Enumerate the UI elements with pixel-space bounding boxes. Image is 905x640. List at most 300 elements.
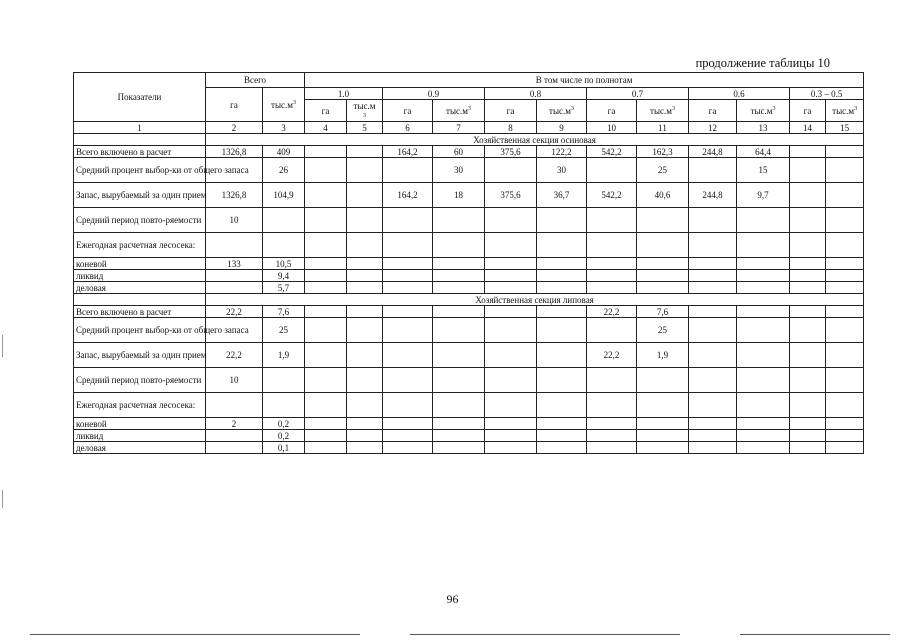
column-number-cell: 10 xyxy=(587,122,637,134)
table-cell xyxy=(206,430,263,442)
table-cell xyxy=(826,430,864,442)
table-cell xyxy=(637,418,689,430)
table-cell: 22,2 xyxy=(206,306,263,318)
table-cell xyxy=(826,418,864,430)
table-cell xyxy=(587,430,637,442)
table-cell xyxy=(485,430,537,442)
table-cell: 25 xyxy=(637,158,689,183)
table-cell xyxy=(485,158,537,183)
table-cell xyxy=(689,258,737,270)
table-cell: 36,7 xyxy=(537,183,587,208)
table-cell xyxy=(433,442,485,454)
table-cell xyxy=(537,282,587,294)
table-cell xyxy=(206,442,263,454)
table-cell: 133 xyxy=(206,258,263,270)
table-cell xyxy=(305,306,347,318)
table-cell: 0,2 xyxy=(263,430,305,442)
table-cell xyxy=(587,318,637,343)
table-cell xyxy=(587,393,637,418)
table-cell xyxy=(433,343,485,368)
density-0-7-header: 0.7 xyxy=(587,88,689,100)
table-cell: 164,2 xyxy=(383,183,433,208)
table-cell xyxy=(826,282,864,294)
table-cell: 122,2 xyxy=(537,146,587,158)
by-density-header: В том числе по полнотам xyxy=(305,73,864,88)
table-cell xyxy=(689,318,737,343)
table-cell xyxy=(790,430,826,442)
table-cell: 30 xyxy=(537,158,587,183)
table-cell xyxy=(347,368,383,393)
table-cell xyxy=(637,368,689,393)
unit-ga-header: га xyxy=(383,100,433,122)
table-cell xyxy=(689,208,737,233)
column-number-cell: 6 xyxy=(383,122,433,134)
unit-tys-header: $тыс.м^3$ xyxy=(637,100,689,122)
table-row xyxy=(74,233,864,258)
table-cell xyxy=(537,442,587,454)
row-label: коневой xyxy=(74,258,206,270)
row-label: Запас, вырубаемый за один прием xyxy=(74,343,206,368)
table-cell xyxy=(790,146,826,158)
table-cell: 542,2 xyxy=(587,146,637,158)
table-cell xyxy=(305,208,347,233)
column-number-cell: 4 xyxy=(305,122,347,134)
table-cell xyxy=(637,233,689,258)
row-label: Всего включено в расчет xyxy=(74,306,206,318)
row-label: деловая xyxy=(74,282,206,294)
table-cell: 7,6 xyxy=(263,306,305,318)
unit-ga-header: га xyxy=(485,100,537,122)
table-cell: 22,2 xyxy=(587,306,637,318)
table-cell xyxy=(347,442,383,454)
table-continuation-label: продолжение таблицы 10 xyxy=(695,56,830,70)
table-cell xyxy=(383,270,433,282)
section-title: Хозяйственная секция осиновая xyxy=(206,134,864,146)
table-cell xyxy=(587,233,637,258)
table-cell xyxy=(383,233,433,258)
table-cell xyxy=(433,233,485,258)
table-cell xyxy=(587,258,637,270)
column-number-cell: 8 xyxy=(485,122,537,134)
table-cell xyxy=(790,282,826,294)
table-cell: 375,6 xyxy=(485,183,537,208)
table-cell xyxy=(826,368,864,393)
table-cell: 244,8 xyxy=(689,183,737,208)
table-cell xyxy=(737,343,790,368)
table-cell xyxy=(347,306,383,318)
table-cell xyxy=(637,393,689,418)
table-cell: 18 xyxy=(433,183,485,208)
table-cell: 0,2 xyxy=(263,418,305,430)
table-cell xyxy=(826,158,864,183)
row-label: коневой xyxy=(74,418,206,430)
table-cell xyxy=(790,442,826,454)
table-row xyxy=(74,368,864,393)
table-cell: 375,6 xyxy=(485,146,537,158)
table-cell xyxy=(433,368,485,393)
total-ga-header: га xyxy=(206,88,263,122)
row-label: Ежегодная расчетная лесосека: xyxy=(74,233,206,258)
column-number-cell: 14 xyxy=(790,122,826,134)
unit-ga-header: га xyxy=(587,100,637,122)
unit-tys-header: $тыс.м^3$ xyxy=(737,100,790,122)
table-cell xyxy=(737,393,790,418)
table-cell xyxy=(433,270,485,282)
table-cell xyxy=(737,270,790,282)
table-cell xyxy=(206,282,263,294)
table-cell xyxy=(826,343,864,368)
table-cell xyxy=(485,318,537,343)
row-label: Всего включено в расчет xyxy=(74,146,206,158)
bottom-scan-rule xyxy=(410,634,680,635)
table-cell: 10,5 xyxy=(263,258,305,270)
unit-ga-header: га xyxy=(790,100,826,122)
table-cell xyxy=(737,258,790,270)
table-cell xyxy=(347,158,383,183)
table-row xyxy=(74,430,864,442)
column-number-cell: 13 xyxy=(737,122,790,134)
section-title-row xyxy=(74,134,864,146)
table-row xyxy=(74,418,864,430)
column-number-cell: 5 xyxy=(347,122,383,134)
table-cell xyxy=(637,282,689,294)
row-label: Средний процент выбор-ки от общего запаса xyxy=(74,158,206,183)
table-cell: 409 xyxy=(263,146,305,158)
table-cell xyxy=(790,233,826,258)
column-number-cell: 1 xyxy=(74,122,206,134)
table-cell xyxy=(737,282,790,294)
table-cell xyxy=(737,306,790,318)
table-row xyxy=(74,183,864,208)
table-cell xyxy=(537,393,587,418)
table-cell xyxy=(637,270,689,282)
table-cell: 5,7 xyxy=(263,282,305,294)
table-row xyxy=(74,208,864,233)
table-cell xyxy=(485,208,537,233)
table-cell xyxy=(637,258,689,270)
density-0-8-header: 0.8 xyxy=(485,88,587,100)
unit-tys-header: $тыс.м^3$ xyxy=(537,100,587,122)
table-cell xyxy=(433,318,485,343)
column-number-cell: 12 xyxy=(689,122,737,134)
table-cell xyxy=(689,430,737,442)
table-cell xyxy=(263,393,305,418)
table-cell xyxy=(537,418,587,430)
table-cell xyxy=(689,306,737,318)
table-cell: 9,7 xyxy=(737,183,790,208)
table-cell xyxy=(637,442,689,454)
table-cell xyxy=(383,208,433,233)
row-label: Средний период повто-ряемости xyxy=(74,208,206,233)
table-cell xyxy=(305,393,347,418)
table-cell xyxy=(305,282,347,294)
table-cell xyxy=(537,258,587,270)
table-row xyxy=(74,270,864,282)
table-cell xyxy=(537,208,587,233)
table-cell xyxy=(485,418,537,430)
table-row xyxy=(74,306,864,318)
table-cell xyxy=(826,306,864,318)
table-cell xyxy=(305,318,347,343)
table-cell xyxy=(263,233,305,258)
table-cell xyxy=(790,393,826,418)
density-0-6-header: 0.6 xyxy=(689,88,790,100)
table-cell xyxy=(689,393,737,418)
table-cell: 104,9 xyxy=(263,183,305,208)
bottom-scan-rule xyxy=(740,634,890,635)
table-cell xyxy=(485,258,537,270)
table-cell xyxy=(305,233,347,258)
table-cell xyxy=(383,258,433,270)
column-numbers-row xyxy=(74,122,864,134)
density-0-3-0-5-header: 0.3 – 0.5 xyxy=(790,88,864,100)
table-cell xyxy=(433,208,485,233)
table-cell xyxy=(537,318,587,343)
table-row xyxy=(74,158,864,183)
table-cell xyxy=(826,233,864,258)
table-cell xyxy=(485,368,537,393)
total-tys-header: $тыс.м^3$ xyxy=(263,88,305,122)
table-cell: 162,3 xyxy=(637,146,689,158)
table-cell: 244,8 xyxy=(689,146,737,158)
row-label: ликвид xyxy=(74,270,206,282)
column-number-cell: 15 xyxy=(826,122,864,134)
table-cell xyxy=(485,442,537,454)
table-cell xyxy=(383,343,433,368)
table-cell xyxy=(689,270,737,282)
table-cell xyxy=(433,393,485,418)
row-label: Средний период повто-ряемости xyxy=(74,368,206,393)
table-cell xyxy=(737,418,790,430)
column-number-cell: 9 xyxy=(537,122,587,134)
table-cell xyxy=(826,318,864,343)
table-body xyxy=(74,73,864,454)
table-cell: 1326,8 xyxy=(206,146,263,158)
table-cell xyxy=(206,393,263,418)
section-title: Хозяйственная секция липовая xyxy=(206,294,864,306)
table-cell xyxy=(263,368,305,393)
table-cell xyxy=(347,208,383,233)
table-cell xyxy=(790,306,826,318)
table-cell xyxy=(689,442,737,454)
table-cell xyxy=(383,430,433,442)
table-cell xyxy=(347,418,383,430)
table-cell xyxy=(587,368,637,393)
table-cell xyxy=(826,442,864,454)
table-cell xyxy=(347,343,383,368)
table-row xyxy=(74,146,864,158)
column-number-cell: 11 xyxy=(637,122,689,134)
unit-ga-header: га xyxy=(305,100,347,122)
table-cell xyxy=(347,233,383,258)
table-cell xyxy=(347,282,383,294)
table-cell xyxy=(737,368,790,393)
column-number-cell: 2 xyxy=(206,122,263,134)
table-cell xyxy=(383,418,433,430)
table-cell xyxy=(689,158,737,183)
table-cell xyxy=(790,418,826,430)
table-cell xyxy=(433,418,485,430)
table-cell xyxy=(790,258,826,270)
table-cell xyxy=(737,430,790,442)
table-cell xyxy=(737,233,790,258)
table-row xyxy=(74,282,864,294)
table-cell xyxy=(347,146,383,158)
table-cell xyxy=(737,442,790,454)
table-row xyxy=(74,343,864,368)
table-row xyxy=(74,393,864,418)
table-cell: 164,2 xyxy=(383,146,433,158)
table-cell xyxy=(383,442,433,454)
row-label: Ежегодная расчетная лесосека: xyxy=(74,393,206,418)
table-cell xyxy=(383,282,433,294)
table-cell: 1,9 xyxy=(637,343,689,368)
table-cell xyxy=(537,233,587,258)
table-cell xyxy=(587,282,637,294)
table-cell xyxy=(537,306,587,318)
table-cell xyxy=(305,442,347,454)
table-cell xyxy=(383,368,433,393)
table-cell: 10 xyxy=(206,208,263,233)
table-cell xyxy=(689,233,737,258)
table-cell xyxy=(206,270,263,282)
table-cell xyxy=(537,430,587,442)
table-cell: 542,2 xyxy=(587,183,637,208)
table-cell xyxy=(537,343,587,368)
table-cell xyxy=(790,183,826,208)
section-label-spacer xyxy=(74,294,206,306)
table-cell xyxy=(587,270,637,282)
table-cell xyxy=(347,258,383,270)
table-row xyxy=(74,442,864,454)
table-cell: 1326,8 xyxy=(206,183,263,208)
table-cell xyxy=(826,270,864,282)
table-cell xyxy=(305,158,347,183)
table-cell xyxy=(263,208,305,233)
table-cell xyxy=(485,270,537,282)
table-cell xyxy=(587,418,637,430)
table-cell xyxy=(826,183,864,208)
table-cell xyxy=(485,393,537,418)
table-cell xyxy=(790,368,826,393)
bottom-scan-rule xyxy=(30,634,360,635)
table-cell: 9,4 xyxy=(263,270,305,282)
table-cell xyxy=(433,258,485,270)
table-cell xyxy=(790,318,826,343)
column-number-cell: 3 xyxy=(263,122,305,134)
table-cell xyxy=(485,343,537,368)
table-cell xyxy=(485,306,537,318)
data-table xyxy=(73,72,864,454)
table-cell: 30 xyxy=(433,158,485,183)
table-cell xyxy=(790,270,826,282)
unit-ga-header: га xyxy=(689,100,737,122)
table-cell xyxy=(433,282,485,294)
row-label: ликвид xyxy=(74,430,206,442)
table-cell: 0,1 xyxy=(263,442,305,454)
table-cell xyxy=(305,258,347,270)
table-cell xyxy=(826,146,864,158)
table-cell xyxy=(347,270,383,282)
row-label: деловая xyxy=(74,442,206,454)
table-cell xyxy=(347,318,383,343)
column-number-cell: 7 xyxy=(433,122,485,134)
table-cell: 40,6 xyxy=(637,183,689,208)
indicators-header: Показатели xyxy=(74,73,206,122)
table-cell xyxy=(587,208,637,233)
table-cell: 25 xyxy=(263,318,305,343)
table-cell xyxy=(305,430,347,442)
scan-edge-mark xyxy=(2,490,3,508)
table-cell xyxy=(433,430,485,442)
table-cell xyxy=(790,343,826,368)
table-cell xyxy=(737,208,790,233)
table-cell xyxy=(485,233,537,258)
table-cell xyxy=(790,158,826,183)
table-cell xyxy=(790,208,826,233)
table-cell xyxy=(587,442,637,454)
table-cell xyxy=(347,430,383,442)
table-cell xyxy=(689,418,737,430)
table-cell xyxy=(305,343,347,368)
table-cell xyxy=(347,393,383,418)
unit-tys-header: тыс.м 3 xyxy=(347,100,383,122)
table-cell xyxy=(587,158,637,183)
table-row xyxy=(74,318,864,343)
unit-tys-header: $тыс.м^3$ xyxy=(826,100,864,122)
table-cell xyxy=(206,233,263,258)
table-cell: 22,2 xyxy=(587,343,637,368)
table-cell xyxy=(689,343,737,368)
scan-edge-mark xyxy=(2,335,3,357)
table-cell xyxy=(689,368,737,393)
table-cell xyxy=(383,306,433,318)
table-cell xyxy=(347,183,383,208)
table-cell: 15 xyxy=(737,158,790,183)
page-number: 96 xyxy=(446,592,459,606)
table-cell xyxy=(383,158,433,183)
density-0-9-header: 0.9 xyxy=(383,88,485,100)
table-cell: 25 xyxy=(637,318,689,343)
unit-tys-header: $тыс.м^3$ xyxy=(433,100,485,122)
table-cell xyxy=(383,318,433,343)
table-cell xyxy=(689,282,737,294)
table-cell xyxy=(537,270,587,282)
table-cell xyxy=(826,258,864,270)
density-1-0-header: 1.0 xyxy=(305,88,383,100)
section-label-spacer xyxy=(74,134,206,146)
table-cell xyxy=(637,430,689,442)
header-row-1 xyxy=(74,73,864,88)
table-cell: 10 xyxy=(206,368,263,393)
table-cell xyxy=(433,306,485,318)
table-cell: 22,2 xyxy=(206,343,263,368)
table-cell xyxy=(305,183,347,208)
table-cell xyxy=(305,368,347,393)
table-cell: 1,9 xyxy=(263,343,305,368)
table-cell xyxy=(305,146,347,158)
table-cell xyxy=(826,393,864,418)
row-label: Запас, вырубаемый за один прием xyxy=(74,183,206,208)
table-cell xyxy=(485,282,537,294)
table-cell: 2 xyxy=(206,418,263,430)
row-label: Средний процент выбор-ки от общего запаса xyxy=(74,318,206,343)
table-cell: 64,4 xyxy=(737,146,790,158)
table-cell xyxy=(826,208,864,233)
table-cell xyxy=(383,393,433,418)
table-cell xyxy=(737,318,790,343)
table-cell xyxy=(305,418,347,430)
